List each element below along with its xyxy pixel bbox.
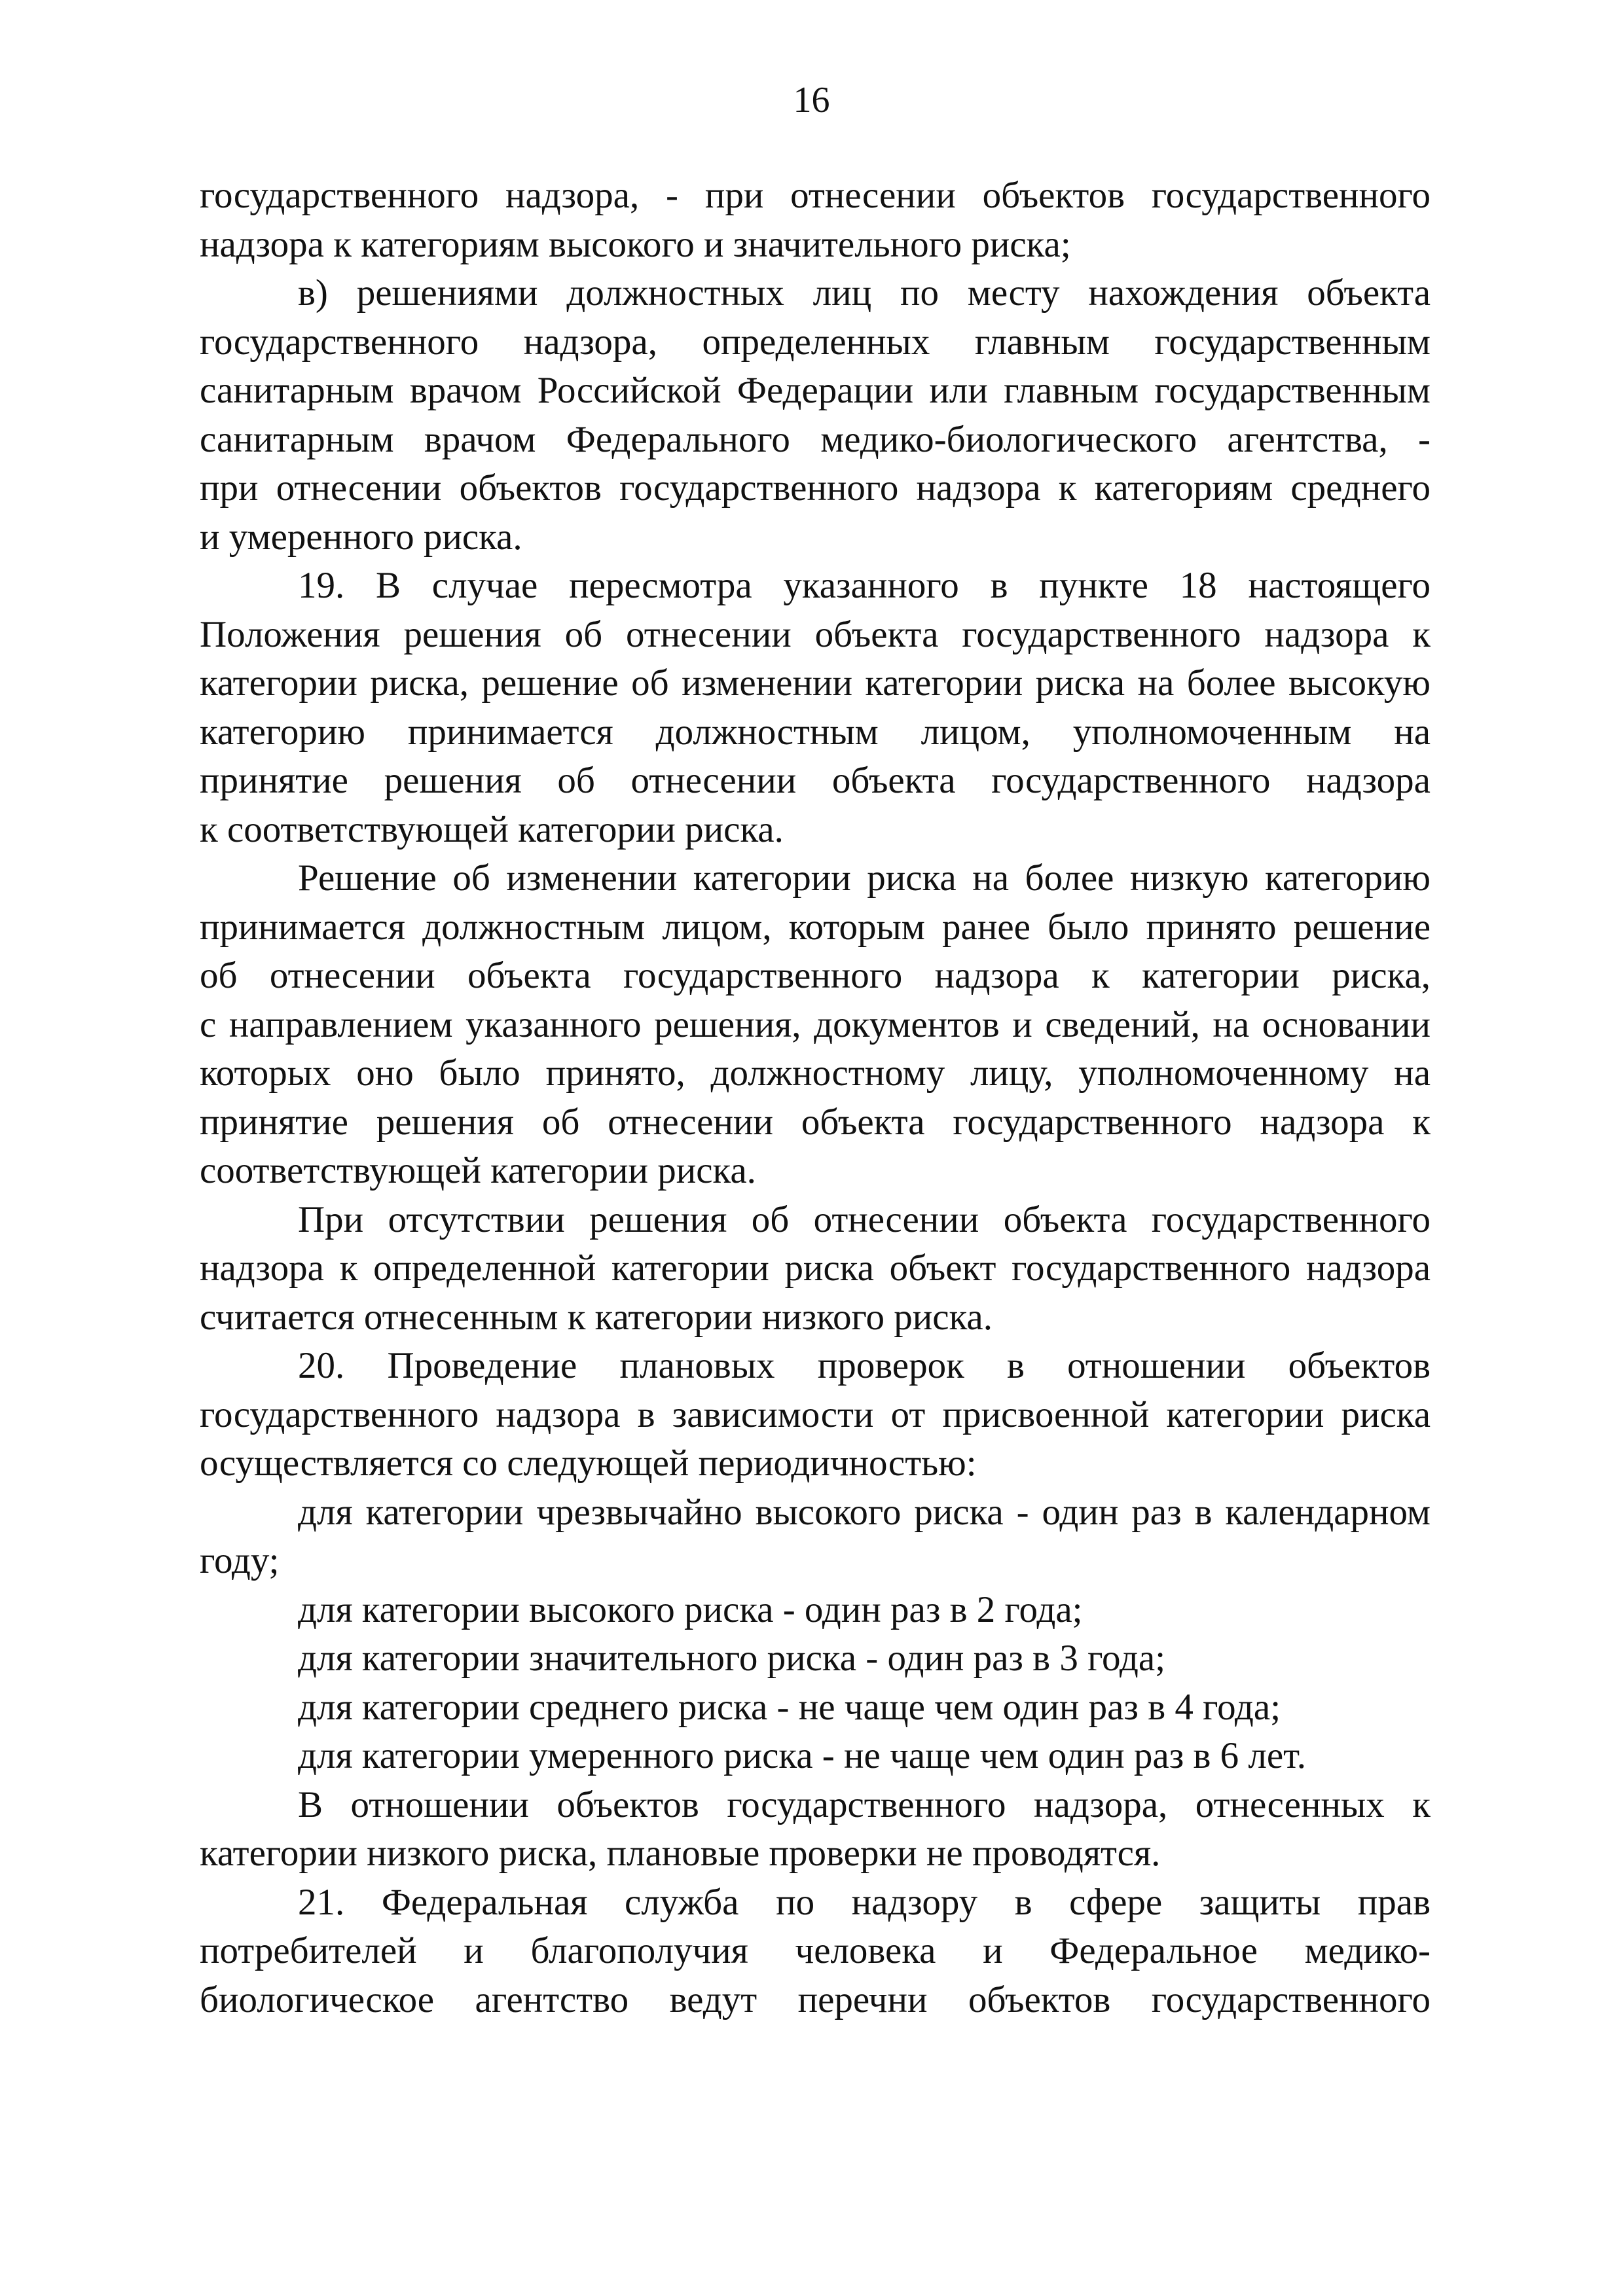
text-line: государственного надзора в зависимости от присвоенной категории риска [200, 1393, 1431, 1435]
text-line: Положения решения об отнесении объекта государственного надзора к [200, 613, 1431, 655]
text-line: для категории среднего риска - не чаще чем один раз в 4 года; [298, 1686, 1281, 1728]
text-line: с направлением указанного решения, документов и сведений, на основании [200, 1003, 1431, 1045]
text-line: биологическое агентство ведут перечни объектов государственного [200, 1979, 1431, 2020]
text-line: году; [200, 1540, 280, 1581]
text-line: При отсутствии решения об отнесении объекта государственного [298, 1198, 1431, 1240]
text-line: принятие решения об отнесении объекта государственного надзора [200, 760, 1431, 801]
text-line: и умеренного риска. [200, 516, 522, 558]
text-line: 19. В случае пересмотра указанного в пункте 18 настоящего [298, 565, 1431, 606]
text-line: категорию принимается должностным лицом, уполномоченным на [200, 711, 1431, 753]
text-line: об отнесении объекта государственного надзора к категории риска, [200, 955, 1431, 996]
text-line: надзора к определенной категории риска объект государственного надзора [200, 1247, 1431, 1289]
text-line: санитарным врачом Российской Федерации или главным государственным [200, 370, 1431, 411]
text-line: для категории значительного риска - один раз в 3 года; [298, 1638, 1166, 1679]
page-number: 16 [793, 80, 830, 120]
text-line: 21. Федеральная служба по надзору в сфере защиты прав [298, 1881, 1431, 1923]
text-line: осуществляется со следующей периодичностью: [200, 1443, 977, 1484]
text-line: категории низкого риска, плановые проверки не проводятся. [200, 1833, 1161, 1874]
text-line: для категории высокого риска - один раз в 2 года; [298, 1588, 1083, 1630]
text-line: считается отнесенным к категории низкого риска. [200, 1296, 993, 1338]
text-line: соответствующей категории риска. [200, 1150, 756, 1191]
text-line: государственного надзора, - при отнесении объектов государственного [200, 175, 1431, 216]
text-line: государственного надзора, определенных главным государственным [200, 321, 1431, 363]
text-line: для категории чрезвычайно высокого риска - один раз в календарном [298, 1491, 1431, 1533]
text-line: надзора к категориям высокого и значительного риска; [200, 223, 1071, 265]
text-line: для категории умеренного риска - не чаще чем один раз в 6 лет. [298, 1735, 1307, 1776]
text-line: В отношении объектов государственного надзора, отнесенных к [298, 1784, 1431, 1825]
text-line: санитарным врачом Федерального медико-биологического агентства, - [200, 418, 1431, 460]
text-line: которых оно было принято, должностному лицу, уполномоченному на [200, 1052, 1431, 1094]
document-body [200, 171, 1431, 2024]
text-line: при отнесении объектов государственного надзора к категориям среднего [200, 467, 1431, 509]
text-line: 20. Проведение плановых проверок в отношении объектов [298, 1345, 1431, 1386]
text-line: в) решениями должностных лиц по месту нахождения объекта [298, 272, 1431, 314]
text-line: потребителей и благополучия человека и Федеральное медико- [200, 1930, 1431, 1971]
text-line: принимается должностным лицом, которым ранее было принято решение [200, 906, 1431, 948]
text-line: категории риска, решение об изменении категории риска на более высокую [200, 662, 1431, 704]
text-line: принятие решения об отнесении объекта государственного надзора к [200, 1101, 1431, 1143]
text-line: к соответствующей категории риска. [200, 808, 784, 850]
text-line: Решение об изменении категории риска на более низкую категорию [298, 857, 1431, 899]
